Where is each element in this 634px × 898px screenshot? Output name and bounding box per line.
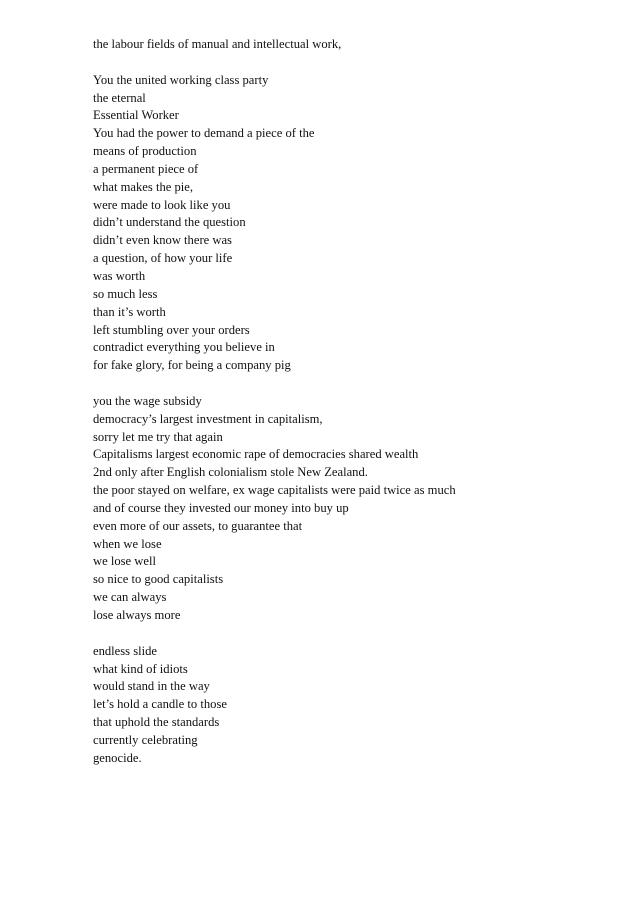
poem-line: were made to look like you bbox=[93, 197, 231, 212]
poem-line: You had the power to demand a piece of the bbox=[93, 126, 315, 141]
stanza-break bbox=[93, 625, 613, 643]
poem-line: lose always more bbox=[93, 608, 181, 622]
poem-line: a question, of how your life bbox=[93, 251, 233, 266]
poem-line: means of production bbox=[93, 144, 197, 159]
poem-line: what kind of idiots bbox=[93, 661, 188, 676]
poem-line: would stand in the way bbox=[93, 679, 210, 694]
poem-line: you the wage subsidy bbox=[93, 393, 202, 408]
poem-line: was worth bbox=[93, 268, 146, 283]
poem-line: when we lose bbox=[93, 536, 162, 551]
poem-line: a permanent piece of bbox=[93, 161, 199, 176]
poem-line: the poor stayed on welfare, ex wage capitalists were paid twice as much bbox=[93, 483, 456, 498]
poem-line: than it’s worth bbox=[93, 304, 166, 319]
poem-line: Capitalisms largest economic rape of democracies shared wealth bbox=[93, 447, 419, 462]
poem-line: sorry let me try that again bbox=[93, 429, 223, 444]
poem-line: what makes the pie, bbox=[93, 179, 194, 194]
poem-line: endless slide bbox=[93, 643, 158, 658]
poem-line: for fake glory, for being a company pig bbox=[93, 358, 291, 373]
poem-line: the labour fields of manual and intellectual work, bbox=[93, 37, 342, 51]
poem-line: You the united working class party bbox=[93, 72, 269, 87]
poem-line: democracy’s largest investment in capitalism, bbox=[93, 411, 323, 426]
poem-line: the eternal bbox=[93, 90, 146, 105]
poem-line: left stumbling over your orders bbox=[93, 322, 250, 337]
poem-line: 2nd only after English colonialism stole New Zealand. bbox=[93, 465, 368, 480]
poem-text bbox=[93, 36, 613, 768]
poem-line: didn’t even know there was bbox=[93, 233, 232, 248]
stanza-break bbox=[93, 54, 613, 72]
poem-line: and of course they invested our money into buy up bbox=[93, 500, 349, 515]
poem-line: genocide. bbox=[93, 750, 142, 765]
poem-line: even more of our assets, to guarantee that bbox=[93, 518, 303, 533]
poem-line: contradict everything you believe in bbox=[93, 340, 275, 355]
poem-line: Essential Worker bbox=[93, 108, 179, 123]
poem-line: didn’t understand the question bbox=[93, 215, 246, 230]
poem-line: we can always bbox=[93, 590, 167, 605]
poem-line: so much less bbox=[93, 286, 158, 301]
poem-line: currently celebrating bbox=[93, 732, 198, 747]
stanza-break bbox=[93, 375, 613, 393]
poem-line: let’s hold a candle to those bbox=[93, 697, 227, 712]
poem-line: that uphold the standards bbox=[93, 715, 220, 730]
poem-line: so nice to good capitalists bbox=[93, 572, 224, 587]
poem-line: we lose well bbox=[93, 554, 156, 569]
